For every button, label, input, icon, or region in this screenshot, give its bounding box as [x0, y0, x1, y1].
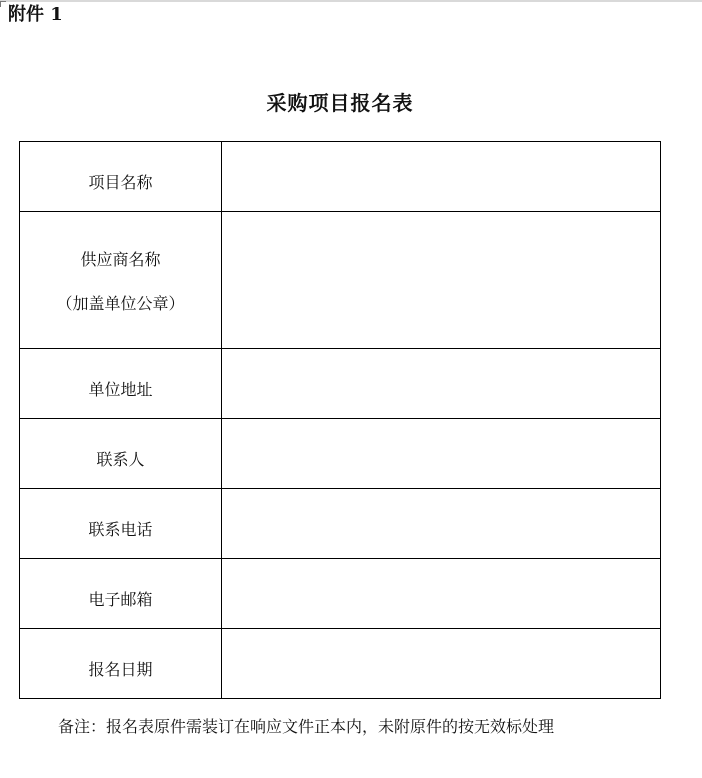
- email-field[interactable]: [222, 559, 661, 629]
- page-corner-mark: [0, 1, 6, 7]
- address-field[interactable]: [222, 349, 661, 419]
- phone-label-cell: [20, 489, 222, 559]
- phone-field[interactable]: [222, 489, 661, 559]
- address-label: 单位地址: [88, 379, 153, 399]
- email-label-cell: [20, 559, 222, 629]
- table-row-phone: [20, 489, 661, 559]
- registration-date-label-cell: [20, 629, 222, 699]
- supplier-name-label: 供应商名称: [80, 250, 161, 269]
- supplier-seal-note: （加盖单位公章）: [56, 294, 185, 313]
- table-row-email: [20, 559, 661, 629]
- project-name-label: 项目名称: [88, 172, 153, 192]
- table-row-address: [20, 349, 661, 419]
- contact-person-label-cell: [20, 419, 222, 489]
- table-row-contact-person: [20, 419, 661, 489]
- email-label: 电子邮箱: [88, 589, 153, 609]
- registration-date-field[interactable]: [222, 629, 661, 699]
- contact-person-label: 联系人: [96, 449, 145, 469]
- table-row-supplier-name: [20, 212, 661, 349]
- registration-date-label: 报名日期: [88, 659, 153, 679]
- contact-person-field[interactable]: [222, 419, 661, 489]
- table-row-project-name: [20, 142, 661, 212]
- phone-label: 联系电话: [88, 519, 153, 539]
- supplier-name-field[interactable]: [222, 212, 661, 349]
- footer-note: 备注：报名表原件需装订在响应文件正本内，未附原件的按无效标处理: [58, 717, 555, 736]
- attachment-label: 附件 1: [8, 4, 63, 25]
- page-top-border: [0, 0, 702, 2]
- registration-form-table: [19, 141, 661, 699]
- project-name-label-cell: [20, 142, 222, 212]
- project-name-field[interactable]: [222, 142, 661, 212]
- document-title: 采购项目报名表: [266, 91, 414, 115]
- address-label-cell: [20, 349, 222, 419]
- table-row-registration-date: [20, 629, 661, 699]
- supplier-name-label-cell: [20, 212, 222, 349]
